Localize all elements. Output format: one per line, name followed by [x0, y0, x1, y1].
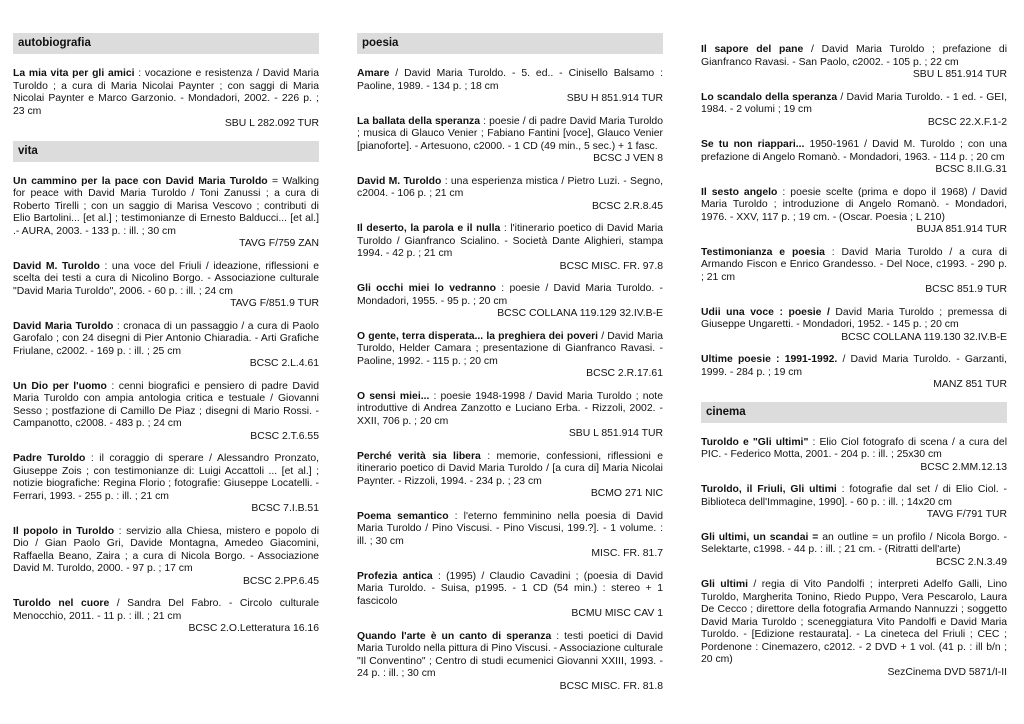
entry-description: : poesie / David Maria Turoldo. - Mondadori, 1955. - 95 p. ; 20 cm	[357, 283, 663, 307]
shelf-mark: BCSC 7.I.B.51	[251, 503, 319, 514]
entry-description: : cronaca di un passaggio / a cura di Paolo Garofalo ; con 24 disegni di Pier Antonio Chiaradia. - Arti Grafiche Friulane, c2002. - 169 p. : ill. ; 25 cm	[13, 320, 319, 357]
catalog-entry	[357, 331, 663, 381]
entry-title: Udii una voce : poesie /	[701, 306, 830, 318]
entry-description: : fotografie dal set / di Elio Ciol. - Biblioteca dell'Immagine, 1990]. - 60 p. : ill. ; 14x20 cm	[701, 484, 1008, 508]
catalog-entry	[13, 526, 319, 589]
shelf-mark: BCSC 2.T.6.55	[250, 430, 319, 442]
entry-description: / David Maria Turoldo. - 1 ed. - GEI, 1984. - 2 volumi ; 19 cm	[701, 91, 1008, 115]
shelf-mark: BCSC COLLANA 119.129 32.IV.B-E	[497, 308, 663, 319]
entry-description: : servizio alla Chiesa, mistero e popolo di Dio / Gian Paolo Gri, Davide Montagna, Amedeo Giacomini, Raffaella Beano, Zaira ; a cura di Nicola Borgo. - Associazione David M. Turoldo, 2000. - 97 p. ; 17 cm	[13, 525, 320, 574]
entry-title: David M. Turoldo	[357, 175, 442, 187]
section	[13, 141, 319, 636]
shelf-mark: MANZ 851 TUR	[933, 379, 1007, 390]
shelf-mark: BCMU MISC CAV 1	[571, 608, 663, 619]
section-heading: autobiografia	[13, 33, 319, 54]
entry-title: Gli ultimi	[701, 579, 748, 590]
entry-description: : cenni biografici e pensiero di padre David Maria Turoldo con ampia antologia critica e testuale / Giovanni Sesso ; postfazione di Camillo De Piaz ; disegni di Mario Rossi. - Campanotto, c2008. - 483 p. ; 24 cm	[13, 380, 319, 429]
shelf-mark: TAVG F/851.9 TUR	[230, 298, 319, 309]
shelf-mark: SezCinema DVD 5871/I-II	[887, 666, 1007, 678]
shelf-mark: MISC. FR. 81.7	[591, 548, 663, 559]
catalog-entry	[701, 484, 1007, 522]
shelf-mark: TAVG F/791 TUR	[926, 509, 1007, 520]
entry-title: Lo scandalo della speranza	[701, 91, 838, 103]
entry-description: : Elio Ciol fotografo di scena / a cura del PIC. - Federico Motta, 2001. - 204 p. : ill. ; 25x30 cm	[701, 436, 1007, 460]
catalog-entry	[357, 451, 663, 501]
entry-description: : il coraggio di sperare / Alessandro Pronzato, Giuseppe Zois ; con testimonianze di: Luigi Accattoli ... [et al.] ; notizie biografiche: Regina Florio ; fotografie: Giuseppe Locatelli. - Ferrari, 1993. - 255 p. : ill. ; 21 cm	[13, 453, 319, 502]
entry-title: Gli ultimi, un scandai =	[701, 531, 819, 543]
shelf-mark: BCSC MISC. FR. 81.8	[559, 680, 663, 692]
catalog-entry	[13, 68, 319, 131]
shelf-mark: BCSC 8.II.G.31	[935, 164, 1007, 175]
shelf-mark: BCSC 22.X.F.1-2	[927, 116, 1007, 128]
entry-title: O sensi miei...	[357, 390, 430, 402]
entry-title: Il deserto, la parola e il nulla	[357, 223, 501, 234]
shelf-mark: BCSC 851.9 TUR	[925, 284, 1007, 295]
section-heading: cinema	[701, 402, 1007, 423]
entry-description: 1950-1961 / David M. Turoldo ; con una prefazione di Angelo Romanò. - Mondadori, 1963. - 114 p. ; 20 cm	[701, 139, 1007, 163]
entry-title: Perché verità sia libera	[357, 450, 481, 462]
catalog-entry	[357, 283, 663, 321]
entry-description: = Walking for peace with David Maria Turoldo / Toni Zanussi ; a cura di Roberto Tirelli ; con un saggio di Marisa Vescovo ; contributi di Elio Bartolini... [et al.] ; testimonianze di Ernesto Balducci... [et al.] .- AURA, 2003. - 133 p. : ill. ; 30 cm	[13, 175, 319, 237]
catalog-entry	[13, 381, 319, 444]
entry-title: Profezia antica	[357, 570, 433, 582]
shelf-mark: BCSC J VEN 8	[593, 153, 663, 164]
catalog-entry	[13, 321, 319, 371]
shelf-mark: BCSC 2.PP.6.45	[242, 575, 319, 587]
shelf-mark: SBU L 851.914 TUR	[912, 69, 1007, 80]
entry-description: / Sandra Del Fabro. - Circolo culturale Menocchio, 2011. - 11 p. : ill. ; 21 cm	[13, 598, 319, 622]
entry-description: / David Maria Turoldo. - Garzanti, 1999. - 284 p. ; 19 cm	[701, 354, 1007, 378]
catalog-entry	[357, 511, 663, 561]
entry-title: Padre Turoldo	[13, 453, 86, 464]
section-heading: vita	[13, 141, 319, 162]
shelf-mark: BCSC 2.O.Letteratura 16.16	[188, 623, 319, 634]
entry-title: David Maria Turoldo	[13, 320, 114, 332]
entry-description: : poesie 1948-1998 / David Maria Turoldo ; note introduttive di Andrea Zanzotto e Luciano Erba. - Rizzoli, 2002. - XXII, 706 p. ; 20 cm	[357, 390, 663, 427]
column-3	[701, 44, 1007, 689]
catalog-entry	[357, 116, 663, 166]
entry-description: : una esperienza mistica / Pietro Luzi. - Segno, c2004. - 106 p. ; 21 cm	[357, 175, 663, 199]
entry-description: : poesie / di padre David Maria Turoldo ; musica di Glauco Venier ; Fabiano Fantini [voce], Glauco Venier [pianoforte]. - Artesuono, c2000. - 1 CD (49 min., 5 sec.) + 1 fasc.	[357, 115, 663, 152]
entry-title: Ultime poesie : 1991-1992.	[701, 354, 838, 365]
entry-description: : David Maria Turoldo / a cura di Armando Fiscon e Enrico Grandesso. - Del Noce, c1993. - 290 p. ; 21 cm	[701, 246, 1008, 283]
catalog-entry	[357, 391, 663, 441]
entry-title: Un Dio per l'uomo	[13, 380, 107, 392]
entry-title: Il sapore del pane	[701, 44, 804, 55]
entry-description: / David Maria Turoldo. - 5. ed.. - Cinisello Balsamo : Paoline, 1989. - 134 p. ; 18 cm	[357, 68, 663, 92]
catalog-entry	[701, 579, 1007, 679]
shelf-mark: BCSC 2.R.17.61	[586, 368, 663, 379]
entry-description: David Maria Turoldo ; premessa di Giuseppe Ungaretti. - Mondadori, 1952. - 145 p. ; 20 cm	[701, 306, 1007, 330]
entry-description: / David Maria Turoldo, Helder Camara ; presentazione di Gianfranco Ravasi. - Paoline, 1992. - 115 p. ; 20 cm	[357, 330, 663, 367]
entry-description: : una voce del Friuli / ideazione, riflessioni e scelta dei testi a cura di Nicolino Borgo. - Associazione culturale "David Maria Turoldo", 2006. - 60 p. : ill. ; 24 cm	[13, 260, 319, 297]
section	[701, 402, 1007, 680]
catalog-entry	[701, 247, 1007, 297]
catalog-entry	[357, 223, 663, 273]
section-heading: poesia	[357, 33, 663, 54]
entry-title: Amare	[357, 68, 390, 79]
section	[357, 33, 663, 693]
catalog-entry	[357, 631, 663, 694]
entry-title: Poema semantico	[357, 510, 449, 522]
entry-description: / regia di Vito Pandolfi ; interpreti Adelfo Galli, Lino Turoldo, Margherita Tonino, Riedo Puppo, Vera Pescarolo, Laura De Cecco ; direttore della fotografia Armando Nannuzzi ; soggetto David Maria Turoldo ; sceneggiatura Vito Pandolfi e David Maria Turoldo. - [Edizione restaurata]. - La cineteca del Friuli ; CEC ; Pordenone : Cinemazero, c2012. - 2 DVD + 1 vol. (41 p. : ill b/n ; 20 cm)	[701, 579, 1008, 665]
entry-title: Turoldo e "Gli ultimi"	[701, 436, 809, 448]
catalog-entry	[13, 261, 319, 311]
entry-description: : memorie, confessioni, riflessioni e itinerario poetico di David Maria Turoldo / [a cura di] Maria Nicolai Paynter. - Rizzoli, 1994. - 234 p. ; 23 cm	[357, 450, 663, 487]
entry-title: O gente, terra disperata... la preghiera dei poveri	[357, 330, 599, 342]
shelf-mark: TAVG F/759 ZAN	[239, 238, 319, 249]
catalog-entry	[701, 532, 1007, 570]
shelf-mark: BCSC MISC. FR. 97.8	[559, 260, 663, 272]
catalog-entry	[13, 453, 319, 516]
entry-title: Turoldo, il Friuli, Gli ultimi	[701, 484, 837, 495]
entry-title: Se tu non riappari...	[701, 139, 805, 150]
shelf-mark: BCSC COLLANA 119.130 32.IV.B-E	[841, 331, 1007, 343]
entry-description: : poesie scelte (prima e dopo il 1968) / David Maria Turoldo ; introduzione di Angelo Romanò. - Mondadori, 1976. - XXV, 117 p. ; 19 cm. - (Oscar. Poesia ; L 210)	[701, 186, 1007, 223]
entry-title: La ballata della speranza	[357, 115, 481, 127]
entry-title: La mia vita per gli amici	[13, 68, 135, 79]
catalog-entry	[701, 187, 1007, 237]
column-1	[13, 33, 319, 646]
catalog-entry	[701, 437, 1007, 475]
entry-description: : l'itinerario poetico di David Maria Turoldo / Gianfranco Scialino. - Società Dante Alighieri, stampa 1994. - 42 p. ; 21 cm	[357, 223, 663, 259]
column-2	[357, 33, 663, 703]
section	[701, 44, 1007, 392]
shelf-mark: BCSC 2.N.3.49	[935, 556, 1007, 568]
catalog-entry	[357, 68, 663, 106]
shelf-mark: SBU L 282.092 TUR	[224, 118, 319, 129]
entry-title: Il popolo in Turoldo	[13, 525, 115, 537]
catalog-entry	[13, 598, 319, 636]
entry-title: Il sesto angelo	[701, 186, 778, 198]
entry-description: : (1995) / Claudio Cavadini ; (poesia di David Maria Turoldo. - Suisa, p1995. - 1 CD (54 min.) : stereo + 1 fascicolo	[357, 570, 663, 607]
catalog-entry	[357, 571, 663, 621]
catalog-entry	[701, 44, 1007, 82]
shelf-mark: BCSC 2.R.8.45	[591, 200, 663, 212]
catalog-entry	[701, 354, 1007, 392]
shelf-mark: BCSC 2.MM.12.13	[920, 461, 1007, 473]
shelf-mark: SBU H 851.914 TUR	[566, 93, 663, 104]
section	[13, 33, 319, 131]
entry-title: Un cammino per la pace con David Maria Turoldo	[13, 175, 268, 187]
entry-description: / David Maria Turoldo ; prefazione di Gianfranco Ravasi. - San Paolo, c2002. - 105 p. ; 22 cm	[701, 44, 1008, 68]
shelf-mark: BCSC 2.L.4.61	[249, 358, 319, 369]
catalog-entry	[701, 307, 1007, 345]
entry-title: Gli occhi miei lo vedranno	[357, 283, 496, 294]
entry-title: Testimonianza e poesia	[701, 246, 825, 258]
shelf-mark: BCMO 271 NIC	[590, 488, 663, 499]
shelf-mark: SBU L 851.914 TUR	[568, 428, 663, 439]
entry-description: : vocazione e resistenza / David Maria Turoldo ; a cura di Maria Nicolai Paynter ; con saggi di Maria Nicolai Paynter e Marco Garzonio. - Mondadori, 2002. - 226 p. ; 23 cm	[13, 68, 319, 117]
entry-description: an outline = un profilo / Nicola Borgo. - Selektarte, c1998. - 44 p. : ill. ; 21 cm. - (Ritratti dell'arte)	[701, 531, 1007, 555]
catalog-entry	[357, 176, 663, 214]
entry-description: : l'eterno femminino nella poesia di David Maria Turoldo / Pino Viscusi. - Pino Viscusi, 199.?]. - 1 volume. : ill. ; 30 cm	[357, 510, 663, 547]
entry-title: Quando l'arte è un canto di speranza	[357, 630, 552, 642]
entry-title: David M. Turoldo	[13, 260, 100, 272]
catalog-entry	[701, 92, 1007, 130]
catalog-entry	[701, 139, 1007, 177]
entry-description: : testi poetici di David Maria Turoldo nella pittura di Pino Viscusi. - Associazione culturale "Il Conventino" ; Centro di studi ecumenici Giovanni XXIII, 1993. - 24 p. : ill. ; 30 cm	[357, 630, 663, 679]
catalog-entry	[13, 176, 319, 251]
shelf-mark: BUJA 851.914 TUR	[916, 224, 1007, 235]
entry-title: Turoldo nel cuore	[13, 598, 110, 609]
